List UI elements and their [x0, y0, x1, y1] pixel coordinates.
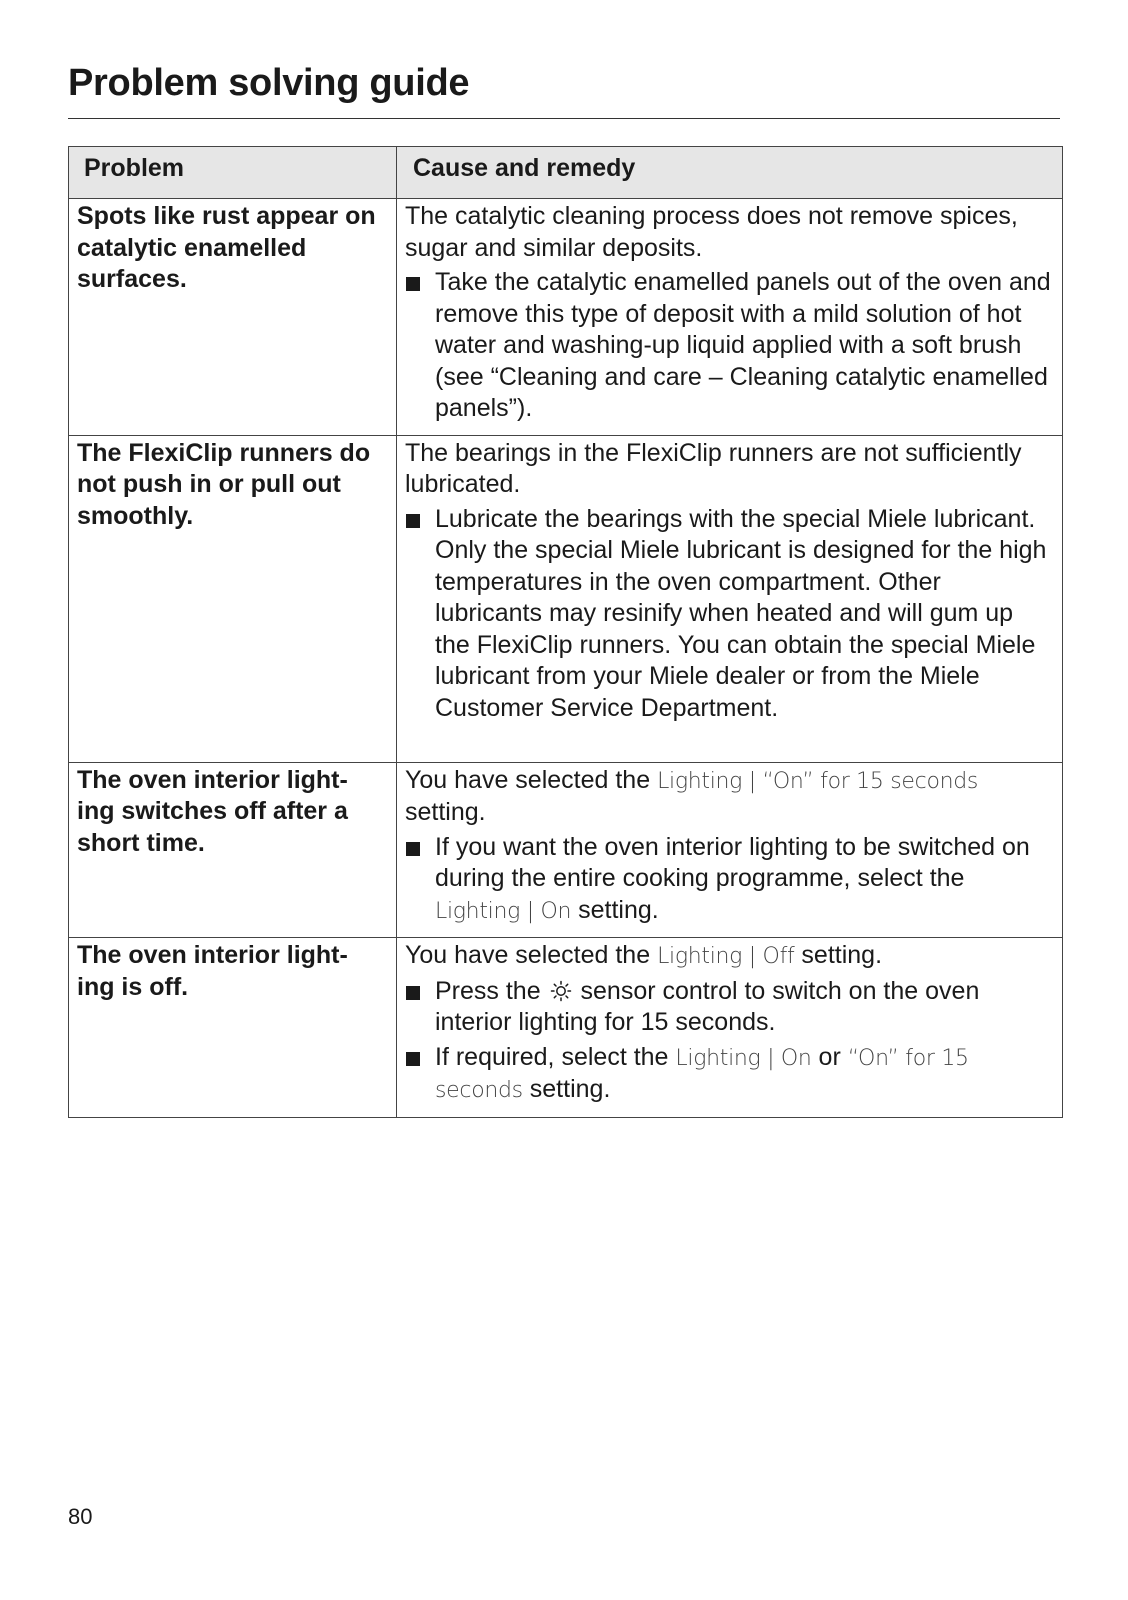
cause-text: The catalytic cleaning process does not remove spices, sugar and similar deposits.	[405, 202, 1018, 262]
header-problem: Problem	[69, 147, 397, 199]
remedy-text-post: setting.	[529, 1075, 611, 1103]
display-setting: Lighting | On	[675, 1045, 812, 1071]
cause-cell	[397, 762, 1063, 938]
remedy-text-pre: If required, select the	[435, 1042, 669, 1071]
cause-text	[405, 765, 1052, 829]
cause-text-pre: You have selected the	[405, 941, 651, 969]
problem-solving-table	[68, 146, 1063, 1118]
remedy-text-post: setting.	[578, 895, 659, 924]
bullet-square-icon	[406, 986, 420, 1000]
table-row	[69, 199, 1063, 436]
bullet-square-icon	[406, 277, 420, 291]
remedy-text: Lubricate the bearings with the special Miele lubricant.	[435, 504, 1036, 533]
bullet-square-icon	[406, 514, 420, 528]
remedy-bullet	[405, 976, 1052, 1039]
display-setting: Lighting | Off	[657, 944, 795, 969]
problem-cell: The oven interior light- ing is off.	[69, 938, 397, 1118]
header-cause-and-remedy: Cause and remedy	[397, 147, 1063, 199]
problem-cell: Spots like rust appear on catalytic enamelled surfaces.	[69, 199, 397, 436]
page-number: 80	[68, 1504, 93, 1529]
page-title: Problem solving guide	[68, 62, 470, 104]
cause-text-post: setting.	[405, 798, 486, 826]
problem-cell: The oven interior light- ing switches off after a short time.	[69, 762, 397, 938]
remedy-bullet	[405, 832, 1052, 928]
bullet-square-icon	[406, 842, 420, 856]
remedy-bullet	[405, 267, 1052, 425]
display-setting: “On” for 15 seconds	[435, 1045, 969, 1103]
cause-text	[405, 940, 1052, 973]
remedy-text-pre: If you want the oven interior lighting to be switched on during the entire cooking programme, select the	[435, 832, 1030, 892]
remedy-note: Only the special Miele lubricant is designed for the high temperatures in the oven compartment. Other lubricants may resinify when heated and will gum up the FlexiClip runners. You can obtain the special Miele lubricant from your Miele dealer or from the Miele Customer Service Department.	[435, 536, 1047, 722]
remedy-text-mid: or	[818, 1042, 841, 1071]
cause-text-post: setting.	[801, 941, 883, 969]
display-setting: Lighting | “On” for 15 seconds	[657, 768, 979, 794]
table-row	[69, 762, 1063, 938]
bullet-square-icon	[406, 1052, 420, 1066]
table-row	[69, 435, 1063, 762]
cause-cell	[397, 435, 1063, 762]
light-sun-icon	[550, 980, 572, 1002]
remedy-text-pre: Press the	[435, 976, 541, 1005]
display-setting: Lighting | On	[435, 898, 572, 924]
cause-text-pre: You have selected the	[405, 765, 651, 794]
remedy-text: Take the catalytic enamelled panels out of the oven and remove this type of deposit with a mild solution of hot water and washing-up liquid applied with a soft brush (see “Cleaning and care – Cleaning catalytic enamelled panels”).	[435, 268, 1051, 422]
cause-text: The bearings in the FlexiClip runners are not sufficiently lubricated.	[405, 438, 1022, 498]
title-divider	[68, 118, 1060, 119]
remedy-text-post: sensor control to switch on the oven interior lighting for 15 seconds.	[435, 976, 980, 1036]
cause-cell	[397, 938, 1063, 1118]
remedy-bullet	[405, 1042, 1052, 1107]
problem-cell: The FlexiClip runners do not push in or pull out smoothly.	[69, 435, 397, 762]
table-header-row	[69, 147, 1063, 199]
cause-cell	[397, 199, 1063, 436]
table-row	[69, 938, 1063, 1118]
remedy-bullet	[405, 504, 1052, 725]
